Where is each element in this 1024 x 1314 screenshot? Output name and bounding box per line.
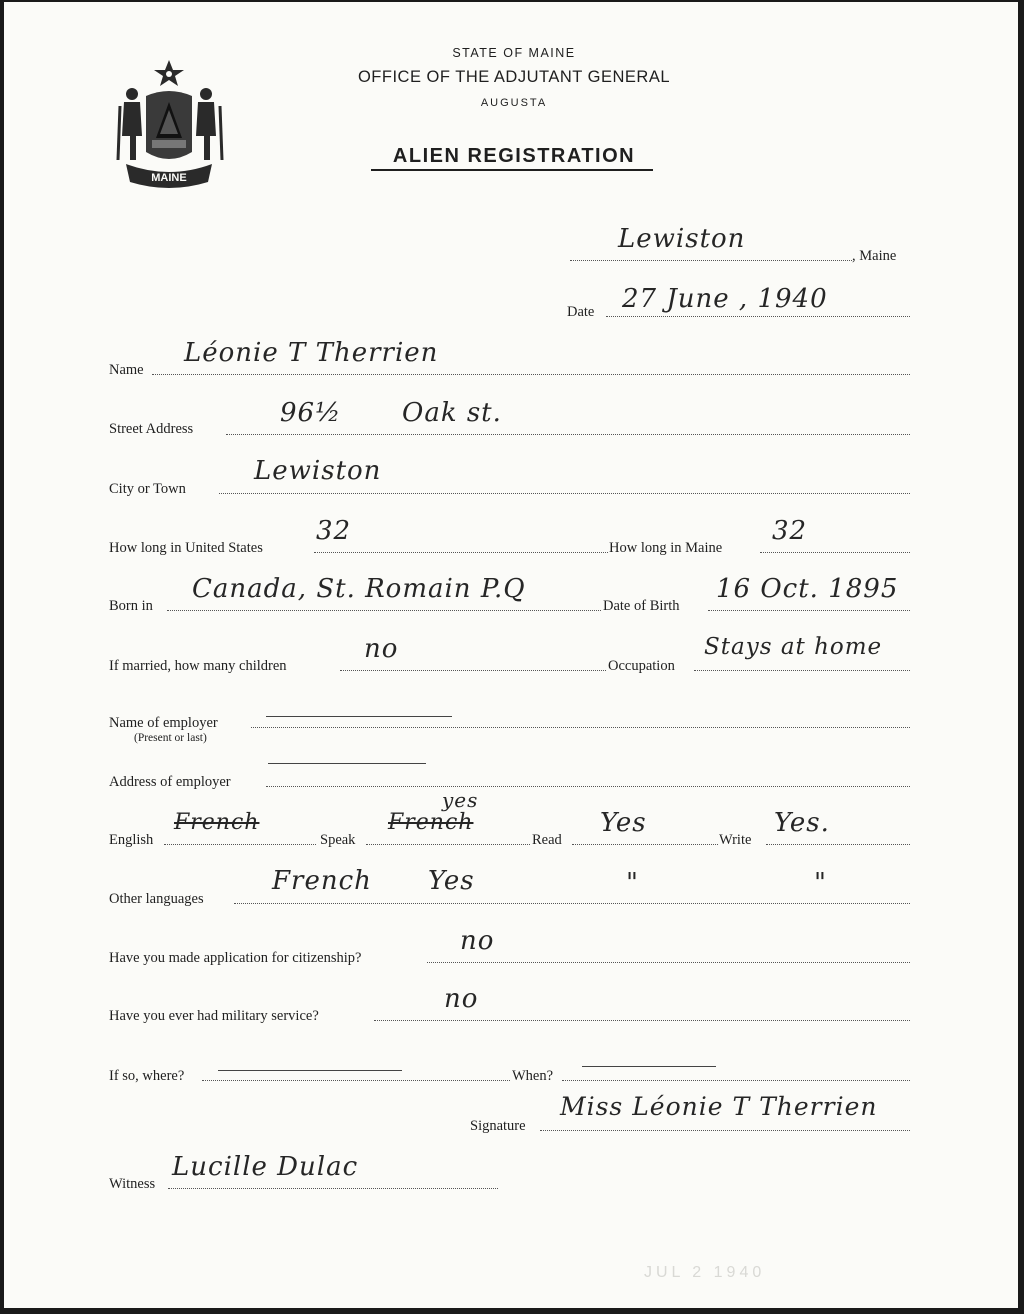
street-line	[226, 434, 910, 435]
witness-entry: Lucille Dulac	[172, 1152, 359, 1182]
office-heading: OFFICE OF THE ADJUTANT GENERAL	[357, 68, 671, 86]
military-entry: no	[444, 984, 479, 1014]
years-maine-entry: 32	[772, 516, 808, 546]
employer-address-dash	[268, 763, 426, 764]
signature-label: Signature	[470, 1118, 526, 1134]
employer-name-label: Name of employer	[109, 715, 218, 731]
other-languages-line	[234, 903, 910, 904]
children-label: If married, how many children	[109, 658, 287, 674]
date-of-birth-entry: 16 Oct. 1895	[716, 574, 899, 604]
street-name-entry: Oak st.	[402, 398, 502, 428]
read-label: Read	[532, 832, 562, 848]
employer-name-dash	[266, 716, 452, 717]
citizenship-line	[427, 962, 910, 963]
born-in-label: Born in	[109, 598, 153, 614]
where-line	[202, 1080, 510, 1081]
when-label: When?	[512, 1068, 554, 1084]
date-of-birth-line	[708, 610, 910, 611]
read-line	[572, 844, 718, 845]
date-entry: 27 June , 1940	[622, 284, 828, 314]
speak-struck-entry: French	[388, 810, 474, 835]
military-line	[374, 1020, 910, 1021]
other-language-entry: French	[272, 866, 372, 896]
signature-line	[540, 1130, 910, 1131]
maine-state-seal-icon	[110, 56, 228, 188]
form-title: ALIEN REGISTRATION	[392, 145, 636, 167]
english-label: English	[109, 832, 154, 848]
registration-form	[4, 2, 1018, 1308]
occupation-entry: Stays at home	[704, 634, 883, 660]
date-line	[606, 316, 910, 317]
occupation-label: Occupation	[608, 658, 675, 674]
employer-name-line	[251, 727, 910, 728]
english-line	[164, 844, 316, 845]
where-dash	[218, 1070, 402, 1071]
title-underline	[371, 169, 653, 171]
write-label: Write	[719, 832, 752, 848]
town-entry: Lewiston	[618, 224, 746, 254]
city-heading: AUGUSTA	[480, 97, 548, 109]
where-label: If so, where?	[109, 1068, 185, 1084]
occupation-line	[694, 670, 910, 671]
town-line	[570, 260, 852, 261]
city-line	[219, 493, 910, 494]
how-long-maine-label: How long in Maine	[609, 540, 723, 556]
other-read-entry: "	[626, 868, 639, 898]
street-number-entry: 96½	[280, 398, 342, 428]
name-entry: Léonie T Therrien	[184, 338, 439, 368]
seal-banner-text: MAINE	[151, 172, 187, 184]
state-heading: STATE OF MAINE	[452, 46, 576, 60]
citizenship-label: Have you made application for citizenship?	[109, 950, 362, 966]
other-speak-entry: Yes	[428, 866, 475, 896]
witness-line	[168, 1188, 498, 1189]
how-long-us-line	[314, 552, 608, 553]
received-stamp: JUL 2 1940	[644, 1264, 766, 1281]
city-label: City or Town	[109, 481, 186, 497]
name-line	[152, 374, 910, 375]
employer-address-label: Address of employer	[109, 774, 231, 790]
when-dash	[582, 1066, 716, 1067]
read-entry: Yes	[600, 808, 647, 838]
born-in-line	[167, 610, 601, 611]
signature-entry: Miss Léonie T Therrien	[560, 1092, 878, 1121]
name-label: Name	[109, 362, 144, 378]
write-line	[766, 844, 910, 845]
when-line	[562, 1080, 910, 1081]
employer-name-sublabel: (Present or last)	[134, 732, 207, 744]
speak-entry: yes	[442, 788, 479, 812]
maine-label: , Maine	[852, 248, 897, 264]
military-label: Have you ever had military service?	[109, 1008, 319, 1024]
children-entry: no	[364, 634, 399, 664]
date-of-birth-label: Date of Birth	[603, 598, 680, 614]
how-long-us-label: How long in United States	[109, 540, 263, 556]
citizenship-entry: no	[460, 926, 495, 956]
how-long-maine-line	[760, 552, 910, 553]
other-write-entry: "	[814, 868, 827, 898]
english-struck-entry: French	[174, 810, 260, 835]
witness-label: Witness	[109, 1176, 156, 1192]
employer-address-line	[266, 786, 910, 787]
city-entry: Lewiston	[254, 456, 382, 486]
street-label: Street Address	[109, 421, 194, 437]
write-entry: Yes.	[774, 808, 830, 838]
other-languages-label: Other languages	[109, 891, 204, 907]
born-in-entry: Canada, St. Romain P.Q	[192, 574, 526, 604]
speak-label: Speak	[320, 832, 356, 848]
years-us-entry: 32	[316, 516, 352, 546]
date-label: Date	[567, 304, 595, 320]
speak-line	[366, 844, 530, 845]
children-line	[340, 670, 606, 671]
